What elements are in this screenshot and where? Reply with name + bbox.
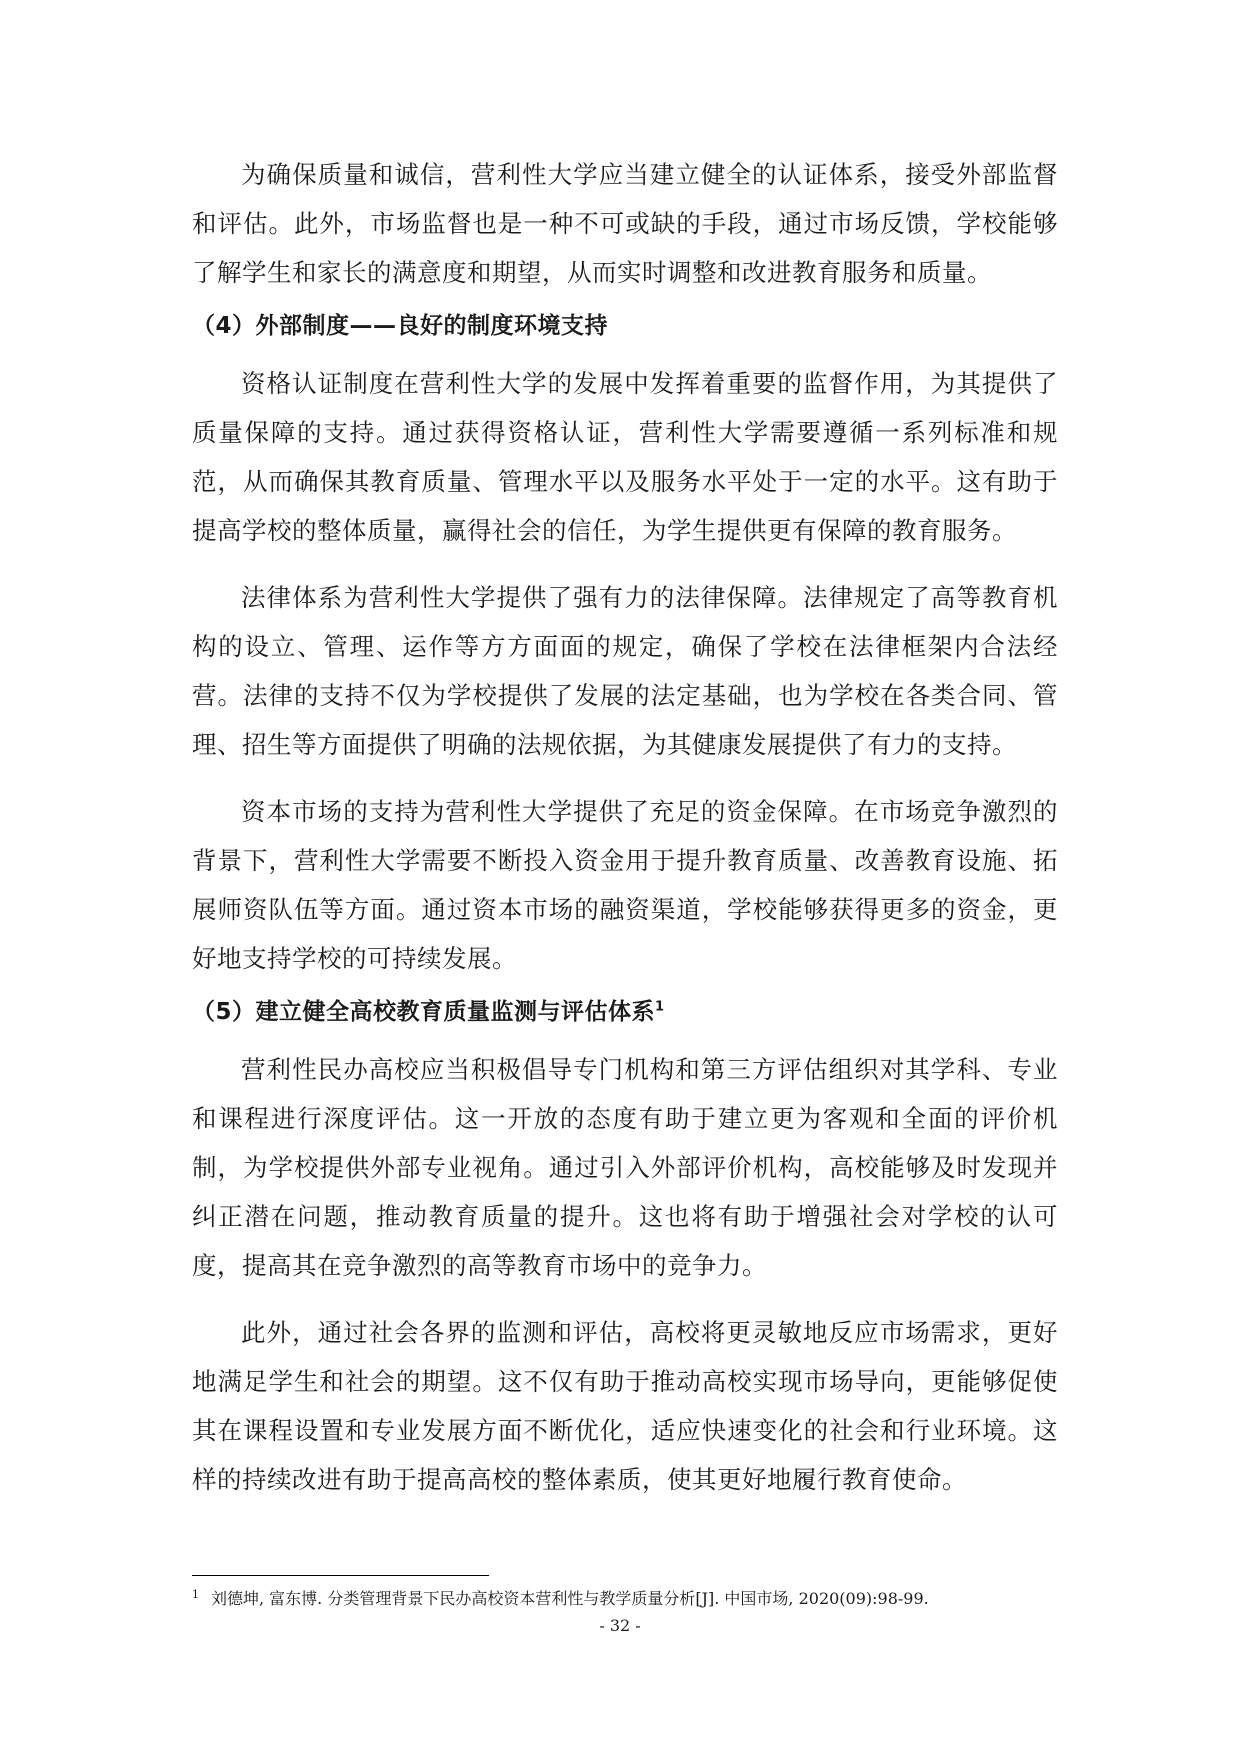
paragraph-third-party-evaluation: 营利性民办高校应当积极倡导专门机构和第三方评估组织对其学科、专业和课程进行深度评估。这一开放的态度有助于建立更为客观和全面的评价机制，为学校提供外部专业视角。通过引入外部评价机构，高校能够及时发现并纠正潜在问题，推动教育质量的提升。这也将有助于增强社会对学校的认可度，提高其在竞争激烈的高等教育市场中的竞争力。 bbox=[192, 1055, 1058, 1280]
section-heading-5 bbox=[192, 987, 1058, 1037]
page-body bbox=[192, 150, 1058, 1504]
page-number: - 32 - bbox=[599, 1616, 641, 1635]
footnote-divider bbox=[192, 1575, 489, 1576]
footnote-reference: 1 bbox=[655, 999, 665, 1015]
footnote-mark: 1 bbox=[192, 1587, 199, 1601]
paragraph-social-monitoring: 此外，通过社会各界的监测和评估，高校将更灵敏地反应市场需求，更好地满足学生和社会的期望。这不仅有助于推动高校实现市场导向，更能够促使其在课程设置和专业发展方面不断优化，适应快速变化的社会和行业环境。这样的持续改进有助于提高高校的整体素质，使其更好地履行教育使命。 bbox=[192, 1318, 1058, 1494]
section-heading-4: （4）外部制度——良好的制度环境支持 bbox=[192, 313, 609, 339]
section-heading-5-text: （5）建立健全高校教育质量监测与评估体系 bbox=[192, 999, 656, 1025]
paragraph-capital-market: 资本市场的支持为营利性大学提供了充足的资金保障。在市场竞争激烈的背景下，营利性大学需要不断投入资金用于提升教育质量、改善教育设施、拓展师资队伍等方面。通过资本市场的融资渠道，学校能够获得更多的资金，更好地支持学校的可持续发展。 bbox=[192, 797, 1058, 973]
paragraph-intro: 为确保质量和诚信，营利性大学应当建立健全的认证体系，接受外部监督和评估。此外，市场监督也是一种不可或缺的手段，通过市场反馈，学校能够了解学生和家长的满意度和期望，从而实时调整和改进教育服务和质量。 bbox=[192, 160, 1058, 287]
footnote bbox=[192, 1587, 929, 1611]
footnote-text: 刘德坤, 富东博. 分类管理背景下民办高校资本营利性与教学质量分析[J]. 中国市场, 2020(09):98-99. bbox=[211, 1589, 929, 1608]
paragraph-legal-system: 法律体系为营利性大学提供了强有力的法律保障。法律规定了高等教育机构的设立、管理、运作等方方面面的规定，确保了学校在法律框架内合法经营。法律的支持不仅为学校提供了发展的法定基础，也为学校在各类合同、管理、招生等方面提供了明确的法规依据，为其健康发展提供了有力的支持。 bbox=[192, 583, 1058, 759]
paragraph-certification: 资格认证制度在营利性大学的发展中发挥着重要的监督作用，为其提供了质量保障的支持。通过获得资格认证，营利性大学需要遵循一系列标准和规范，从而确保其教育质量、管理水平以及服务水平处于一定的水平。这有助于提高学校的整体质量，赢得社会的信任，为学生提供更有保障的教育服务。 bbox=[192, 369, 1058, 545]
